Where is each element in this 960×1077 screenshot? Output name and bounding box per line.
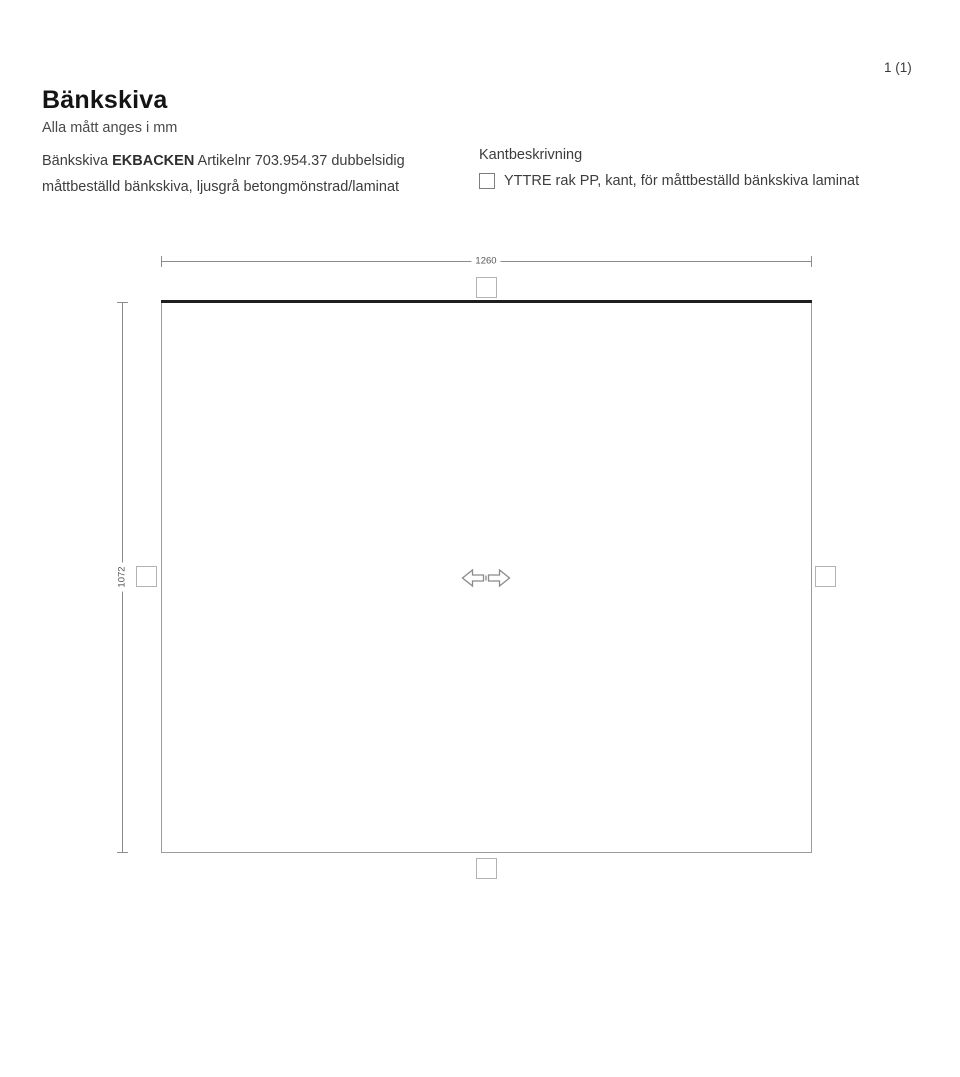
page-title: Bänkskiva	[42, 86, 168, 114]
dimension-tick-top	[117, 302, 128, 303]
product-article-info: Artikelnr 703.954.37 dubbelsidig	[197, 153, 405, 169]
edge-item-label: YTTRE rak PP, kant, för måttbeställd bänkskiva laminat	[504, 173, 860, 189]
dimension-height-label: 1072	[117, 562, 128, 591]
edge-marker-top	[476, 277, 497, 298]
dimension-width-label: 1260	[471, 256, 500, 267]
dimension-tick-bottom	[117, 852, 128, 853]
dimension-tick-left	[161, 256, 162, 267]
product-name: EKBACKEN	[112, 153, 195, 169]
double-sided-arrow-icon	[461, 566, 511, 590]
page-number: 1 (1)	[884, 60, 912, 75]
product-description-line2: måttbeställd bänkskiva, ljusgrå betongmönstrad/laminat	[42, 179, 400, 195]
measurement-unit-note: Alla mått anges i mm	[42, 120, 178, 136]
product-type-label: Bänkskiva	[42, 153, 109, 169]
edge-checkbox-icon	[479, 173, 495, 189]
edge-description-section	[479, 147, 919, 189]
edge-marker-left	[136, 566, 157, 587]
edge-description-item	[479, 173, 919, 189]
product-description	[42, 148, 472, 200]
edge-marker-right	[815, 566, 836, 587]
edge-marker-bottom	[476, 858, 497, 879]
edge-description-heading: Kantbeskrivning	[479, 147, 583, 163]
product-description-line1	[42, 148, 472, 174]
finished-edge-line	[161, 300, 812, 303]
dimension-tick-right	[811, 256, 812, 267]
